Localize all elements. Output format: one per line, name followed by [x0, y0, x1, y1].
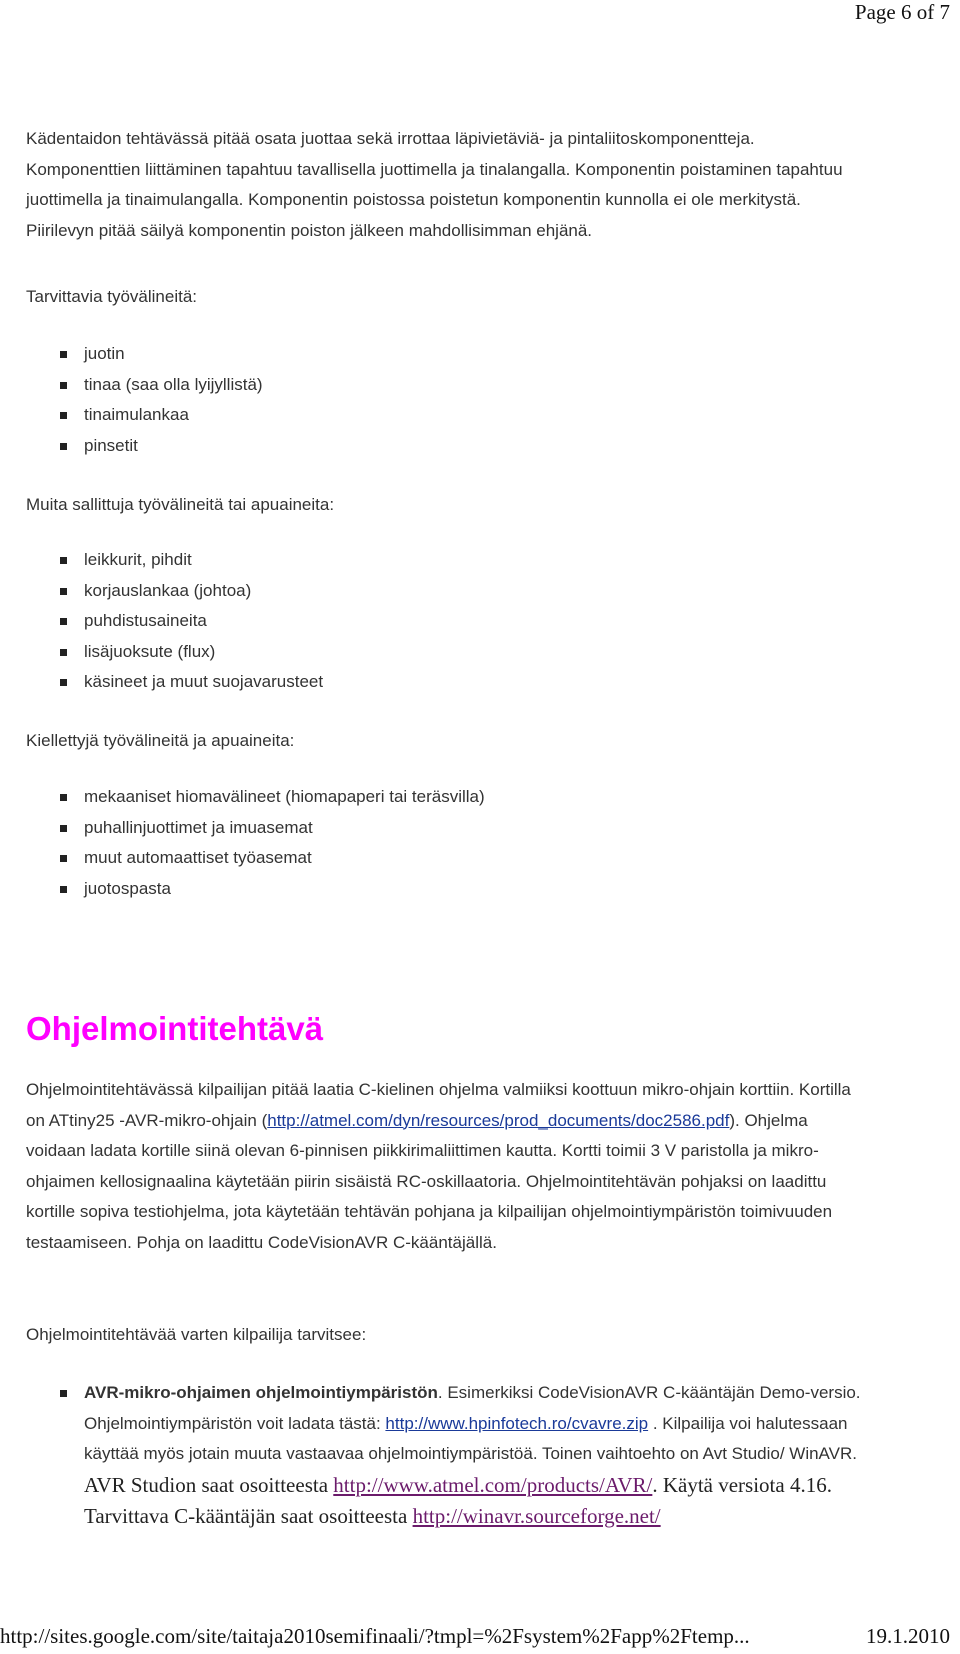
paragraph-line	[26, 1106, 960, 1137]
list-item: muut automaattiset työasemat	[84, 843, 960, 874]
list-item: leikkurit, pihdit	[84, 545, 960, 576]
list-item: lisäjuoksute (flux)	[84, 637, 960, 668]
footer-url: http://sites.google.com/site/taitaja2010semifinaali/?tmpl=%2Fsystem%2Fapp%2Ftemp...	[0, 1624, 750, 1648]
list-item: mekaaniset hiomavälineet (hiomapaperi tai teräsvilla)	[84, 782, 960, 813]
list-item: juotin	[84, 339, 960, 370]
allowed-heading: Muita sallittuja työvälineitä tai apuaineita:	[26, 495, 335, 514]
allowed-list	[26, 545, 960, 698]
item-line	[84, 1470, 960, 1501]
programming-paragraph	[26, 1075, 960, 1258]
item-text: AVR Studion saat osoitteesta	[84, 1472, 334, 1497]
list-item	[84, 1378, 960, 1532]
paragraph-line: ohjaimen kellosignaalina käytetään piirin sisäistä RC-oskillaatoria. Ohjelmointitehtävän pohjaksi on laadittu	[26, 1171, 827, 1191]
forbidden-heading: Kiellettyjä työvälineitä ja apuaineita:	[26, 731, 295, 750]
item-text: Tarvittava C-kääntäjän saat osoitteesta	[84, 1503, 413, 1528]
list-item: tinaimulankaa	[84, 400, 960, 431]
list-item: pinsetit	[84, 431, 960, 462]
needs-list	[26, 1378, 960, 1532]
section-title: Ohjelmointitehtävä	[26, 1010, 324, 1047]
item-text: . Kilpailija voi halutessaan	[648, 1413, 848, 1433]
item-line	[84, 1409, 960, 1440]
item-line: käyttää myös jotain muuta vastaavaa ohjelmointiympäristöä. Toinen vaihtoehto on Avt Studio/ WinAVR.	[84, 1444, 857, 1463]
intro-paragraph	[26, 124, 960, 246]
list-item: tinaa (saa olla lyijyllistä)	[84, 370, 960, 401]
winavr-link[interactable]: http://winavr.sourceforge.net/	[412, 1503, 661, 1528]
paragraph-line: Ohjelmointitehtävässä kilpailijan pitää laatia C-kielinen ohjelma valmiiksi koottuun mikro-ohjain korttiin. Kortilla	[26, 1080, 851, 1099]
atmel-datasheet-link[interactable]: http://atmel.com/dyn/resources/prod_documents/doc2586.pdf	[267, 1110, 730, 1130]
intro-line: juottimella ja tinaimulangalla. Komponentin poistossa poistetun komponentin kunnolla ei ole merkitystä.	[26, 190, 801, 209]
tools-heading: Tarvittavia työvälineitä:	[26, 287, 198, 306]
cvavr-download-link[interactable]: http://www.hpinfotech.ro/cvavre.zip	[385, 1413, 649, 1433]
intro-line: Piirilevyn pitää säilyä komponentin poiston jälkeen mahdollisimman ehjänä.	[26, 220, 593, 240]
item-line	[84, 1501, 960, 1532]
intro-line: Kädentaidon tehtävässä pitää osata juottaa sekä irrottaa läpivietäviä- ja pintaliitoskomponentteja.	[26, 129, 755, 148]
item-text: . Esimerkiksi CodeVisionAVR C-kääntäjän Demo-versio.	[437, 1383, 861, 1402]
forbidden-list	[26, 782, 960, 904]
paragraph-line: kortille sopiva testiohjelma, jota käytetään tehtävän pohjana ja kilpailijan ohjelmointiympäristön toimivuuden	[26, 1202, 833, 1221]
needs-heading: Ohjelmointitehtävää varten kilpailija tarvitsee:	[26, 1325, 367, 1344]
list-item: korjauslankaa (johtoa)	[84, 576, 960, 607]
paragraph-line: voidaan ladata kortille siinä olevan 6-pinnisen piikkirimaliittimen kautta. Kortti toimii 3 V paristolla ja mikro-	[26, 1141, 819, 1160]
paragraph-line: testaamiseen. Pohja on laadittu CodeVisionAVR C-kääntäjällä.	[26, 1232, 497, 1252]
item-line	[84, 1378, 960, 1409]
page-number: Page 6 of 7	[854, 0, 950, 24]
list-item: käsineet ja muut suojavarusteet	[84, 667, 960, 698]
paragraph-text: ). Ohjelma	[729, 1110, 808, 1130]
intro-line: Komponenttien liittäminen tapahtuu tavallisella juottimella ja tinalangalla. Komponentin poistaminen tapahtuu	[26, 159, 843, 179]
paragraph-text: on ATtiny25 -AVR-mikro-ohjain (	[26, 1110, 268, 1130]
item-bold-label: AVR-mikro-ohjaimen ohjelmointiympäristön	[84, 1383, 438, 1402]
item-text: Ohjelmointiympäristön voit ladata tästä:	[84, 1413, 386, 1433]
footer-date: 19.1.2010	[866, 1624, 950, 1648]
tools-list	[26, 339, 960, 461]
list-item: puhallinjuottimet ja imuasemat	[84, 813, 960, 844]
item-text: . Käytä versiota 4.16.	[652, 1472, 832, 1497]
atmel-avr-link[interactable]: http://www.atmel.com/products/AVR/	[333, 1472, 653, 1497]
list-item: juotospasta	[84, 874, 960, 905]
list-item: puhdistusaineita	[84, 606, 960, 637]
